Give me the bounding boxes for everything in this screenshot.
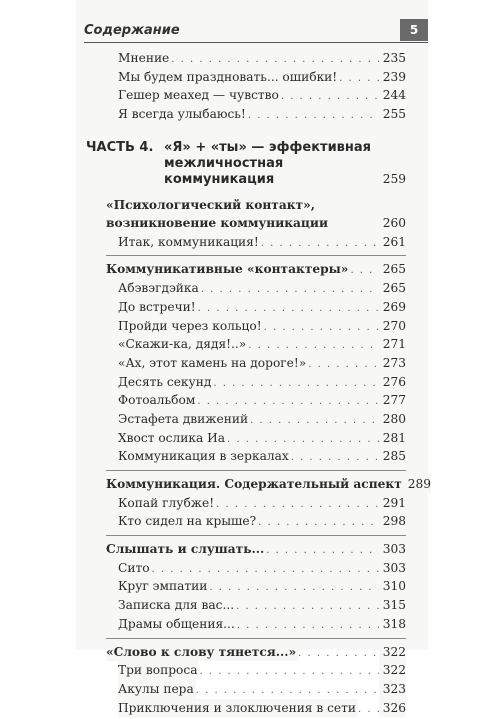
toc-entry-label: Абэвэгдэйка bbox=[118, 279, 201, 298]
toc-entry-label: «Ах, этот камень на дороге!» bbox=[118, 354, 308, 373]
page-number-badge: 5 bbox=[400, 19, 428, 41]
toc-entry[interactable] bbox=[118, 233, 406, 252]
toc-entry-page: 326 bbox=[379, 699, 406, 718]
toc-section-page: 303 bbox=[379, 540, 406, 559]
toc-entry-page: 273 bbox=[379, 354, 406, 373]
toc-entry[interactable] bbox=[118, 494, 406, 513]
toc-entry[interactable] bbox=[118, 512, 406, 531]
toc-entry-page: 281 bbox=[379, 429, 406, 448]
toc-entry-label: Я всегда улыбаюсь! bbox=[118, 105, 248, 124]
toc-entry-page: 255 bbox=[379, 105, 406, 124]
toc-entry-page: 276 bbox=[379, 373, 406, 392]
toc-entry-label: Драмы общения... bbox=[118, 615, 237, 634]
toc-entry-label: Коммуникация в зеркалах bbox=[118, 447, 291, 466]
toc-entry[interactable] bbox=[118, 298, 406, 317]
toc-entry-label: Копай глубже! bbox=[118, 494, 216, 513]
toc-entry[interactable] bbox=[118, 354, 406, 373]
header-title: Содержание bbox=[84, 23, 180, 38]
toc-entry-page: 239 bbox=[379, 68, 406, 87]
toc-section-page: 265 bbox=[379, 260, 406, 279]
toc-entry[interactable] bbox=[118, 105, 406, 124]
toc-entry-label: Итак, коммуникация! bbox=[118, 233, 261, 252]
toc-section-title: «Слово к слову тянется...» bbox=[106, 643, 298, 662]
toc-entry[interactable] bbox=[118, 373, 406, 392]
toc-entry-label: Эстафета движений bbox=[118, 410, 250, 429]
toc-entry[interactable] bbox=[118, 410, 406, 429]
toc-section[interactable] bbox=[106, 540, 406, 559]
toc-entry-label: Приключения и злоключения в сети bbox=[118, 699, 358, 718]
toc-entry-label: Гешер меахед — чувство bbox=[118, 86, 281, 105]
book-page bbox=[76, 0, 432, 715]
toc-entry[interactable] bbox=[118, 615, 406, 634]
section-divider bbox=[106, 535, 406, 536]
toc-entry-label: Три вопроса bbox=[118, 661, 199, 680]
toc-entry-label: Кто сидел на крыше? bbox=[118, 512, 258, 531]
toc-entry[interactable] bbox=[118, 661, 406, 680]
toc-entry-page: 270 bbox=[379, 317, 406, 336]
section-divider bbox=[106, 638, 406, 639]
toc-entry-label: Пройди через кольцо! bbox=[118, 317, 264, 336]
toc-entry-page: 277 bbox=[379, 391, 406, 410]
toc-entry[interactable] bbox=[118, 559, 406, 578]
toc-entry[interactable] bbox=[118, 699, 406, 718]
toc-section-title: Коммуникация. Содержательный аспект bbox=[106, 475, 404, 494]
toc-entry-page: 303 bbox=[379, 559, 406, 578]
toc-entry[interactable] bbox=[118, 596, 406, 615]
toc-entry-page: 269 bbox=[379, 298, 406, 317]
toc-section[interactable] bbox=[106, 196, 406, 233]
toc-entry-page: 235 bbox=[379, 49, 406, 68]
toc-entry[interactable] bbox=[118, 335, 406, 354]
toc-entry-page: 310 bbox=[379, 577, 406, 596]
toc-entry[interactable] bbox=[118, 86, 406, 105]
toc-entry-page: 271 bbox=[379, 335, 406, 354]
toc-section-page: 289 bbox=[404, 475, 431, 494]
toc-entry-label: Десять секунд bbox=[118, 373, 213, 392]
page-header bbox=[84, 22, 428, 43]
toc-entry-label: Мнение bbox=[118, 49, 171, 68]
toc-entry-label: Сито bbox=[118, 559, 152, 578]
toc-entry-label: Хвост ослика Иа bbox=[118, 429, 227, 448]
toc-entry[interactable] bbox=[118, 317, 406, 336]
toc-section[interactable] bbox=[106, 260, 406, 279]
toc-entry[interactable] bbox=[118, 447, 406, 466]
toc-section-title: возникновение коммуникации bbox=[106, 214, 330, 233]
toc-entry-label: «Скажи-ка, дядя!..» bbox=[118, 335, 248, 354]
toc-entry-page: 285 bbox=[379, 447, 406, 466]
part-prefix: ЧАСТЬ 4. bbox=[86, 139, 154, 155]
toc-section[interactable] bbox=[106, 475, 432, 494]
section-divider bbox=[106, 255, 406, 256]
toc-entry-page: 280 bbox=[379, 410, 406, 429]
toc-entry-page: 322 bbox=[379, 661, 406, 680]
toc-section-title: «Психологический контакт», bbox=[106, 196, 317, 215]
toc-section-page: 322 bbox=[379, 643, 406, 662]
toc-section-page: 260 bbox=[379, 214, 406, 233]
toc-section[interactable] bbox=[106, 643, 406, 662]
toc-section-title: Коммуникативные «контактеры» bbox=[106, 260, 350, 279]
toc-entry[interactable] bbox=[118, 68, 406, 87]
toc-entry-label: Мы будем праздновать... ошибки! bbox=[118, 68, 339, 87]
toc-entry-page: 315 bbox=[379, 596, 406, 615]
toc-entry[interactable] bbox=[118, 577, 406, 596]
toc-entry-page: 298 bbox=[379, 512, 406, 531]
part-page: 259 bbox=[382, 171, 406, 186]
toc-entry-page: 323 bbox=[379, 680, 406, 699]
toc-entry-page: 244 bbox=[379, 86, 406, 105]
part-title-line: коммуникация bbox=[164, 171, 275, 187]
toc-entry-page: 265 bbox=[379, 279, 406, 298]
toc-entry-label: Записка для вас... bbox=[118, 596, 236, 615]
toc-entry[interactable] bbox=[118, 680, 406, 699]
toc-entry[interactable] bbox=[118, 391, 406, 410]
toc-entry[interactable] bbox=[118, 49, 406, 68]
toc-entry-label: Фотоальбом bbox=[118, 391, 197, 410]
toc-entry-label: До встречи! bbox=[118, 298, 198, 317]
toc-entry-page: 291 bbox=[379, 494, 406, 513]
section-divider bbox=[106, 470, 406, 471]
toc-entry-page: 261 bbox=[379, 233, 406, 252]
part-title-line: «Я» + «ты» — эффективная bbox=[164, 139, 372, 155]
part-heading[interactable] bbox=[86, 140, 406, 190]
toc-entry[interactable] bbox=[118, 429, 406, 448]
toc-entry-label: Круг эмпатии bbox=[118, 577, 209, 596]
toc bbox=[76, 49, 432, 717]
part-title-line: межличностная bbox=[164, 155, 284, 171]
toc-entry-label: Акулы пера bbox=[118, 680, 196, 699]
toc-entry[interactable] bbox=[118, 279, 406, 298]
toc-entry-page: 318 bbox=[379, 615, 406, 634]
toc-section-title: Слышать и слушать... bbox=[106, 540, 266, 559]
